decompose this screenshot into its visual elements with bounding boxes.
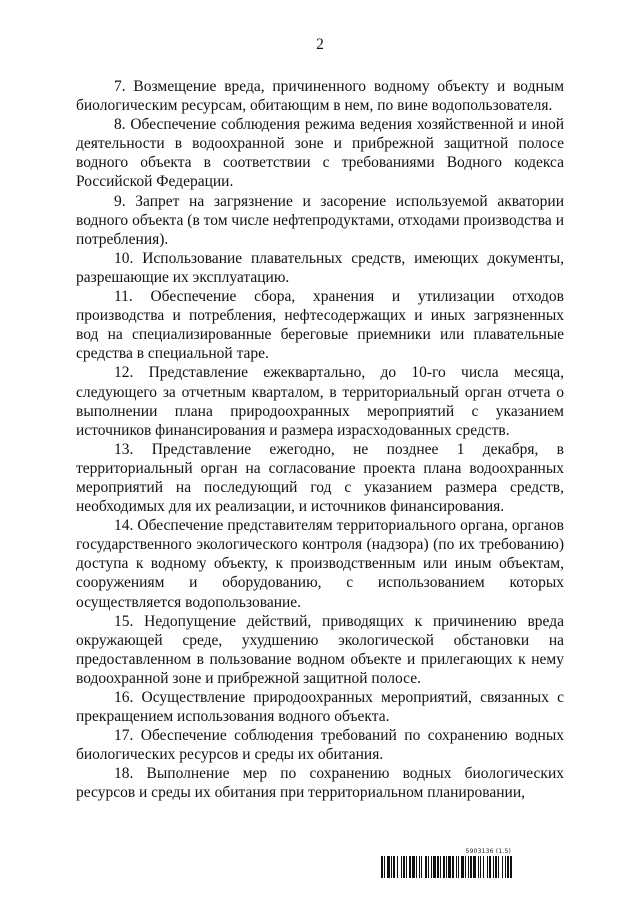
paragraph-12: 12. Представление ежеквартально, до 10-го числа месяца, следующего за отчетным кварталом, в территориальный орган отчета о выполнении плана природоохранных мероприятий с указанием источников финансирования и размера израсходованных средств. — [76, 364, 564, 439]
paragraph-7: 7. Возмещение вреда, причиненного водному объекту и водным биологическим ресурсам, обитающим в нем, по вине водопользователя. — [76, 78, 564, 115]
paragraph-14: 14. Обеспечение представителям территориального органа, органов государственного экологического контроля (надзора) (по их требованию) доступа к водному объекту, к производственным или иным объектам, сооружениям и оборудованию, с использованием которых осуществляется водопользование. — [76, 517, 564, 611]
document-barcode — [381, 848, 563, 878]
paragraph-9: 9. Запрет на загрязнение и засорение используемой акватории водного объекта (в том числе нефтепродуктами, отходами производства и потребления). — [76, 192, 564, 248]
page-number: 2 — [316, 36, 324, 53]
paragraph-15: 15. Недопущение действий, приводящих к причинению вреда окружающей среде, ухудшению экологической обстановки на предоставленном в пользование водном объекте и прилегающих к нему водоохранной зоне и прибрежной защитной полосе. — [76, 612, 564, 687]
document-body — [76, 77, 564, 803]
paragraph-18: 18. Выполнение мер по сохранению водных биологических ресурсов и среды их обитания при территориальном планировании, — [76, 765, 564, 802]
paragraph-10: 10. Использование плавательных средств, имеющих документы, разрешающие их эксплуатацию. — [76, 249, 564, 286]
paragraph-8: 8. Обеспечение соблюдения режима ведения хозяйственной и иной деятельности в водоохранной зоне и прибрежной защитной полосе водного объекта в соответствии с требованиями Водного кодекса Российской Федерации. — [76, 116, 564, 191]
barcode-label: 5903136 (1.5) — [465, 848, 511, 855]
paragraph-16: 16. Осуществление природоохранных мероприятий, связанных с прекращением использования водного объекта. — [76, 689, 564, 726]
paragraph-17: 17. Обеспечение соблюдения требований по сохранению водных биологических ресурсов и среды их обитания. — [76, 727, 564, 764]
paragraph-13: 13. Представление ежегодно, не позднее 1 декабря, в территориальный орган на согласование проекта плана водоохранных мероприятий на последующий год с указанием размера средств, необходимых для их реализации, и источников финансирования. — [76, 440, 564, 516]
barcode-icon — [381, 856, 563, 878]
paragraph-11: 11. Обеспечение сбора, хранения и утилизации отходов производства и потребления, нефтесодержащих и иных загрязненных вод на специализированные береговые приемники или плавательные средства в специальной таре. — [76, 288, 564, 363]
